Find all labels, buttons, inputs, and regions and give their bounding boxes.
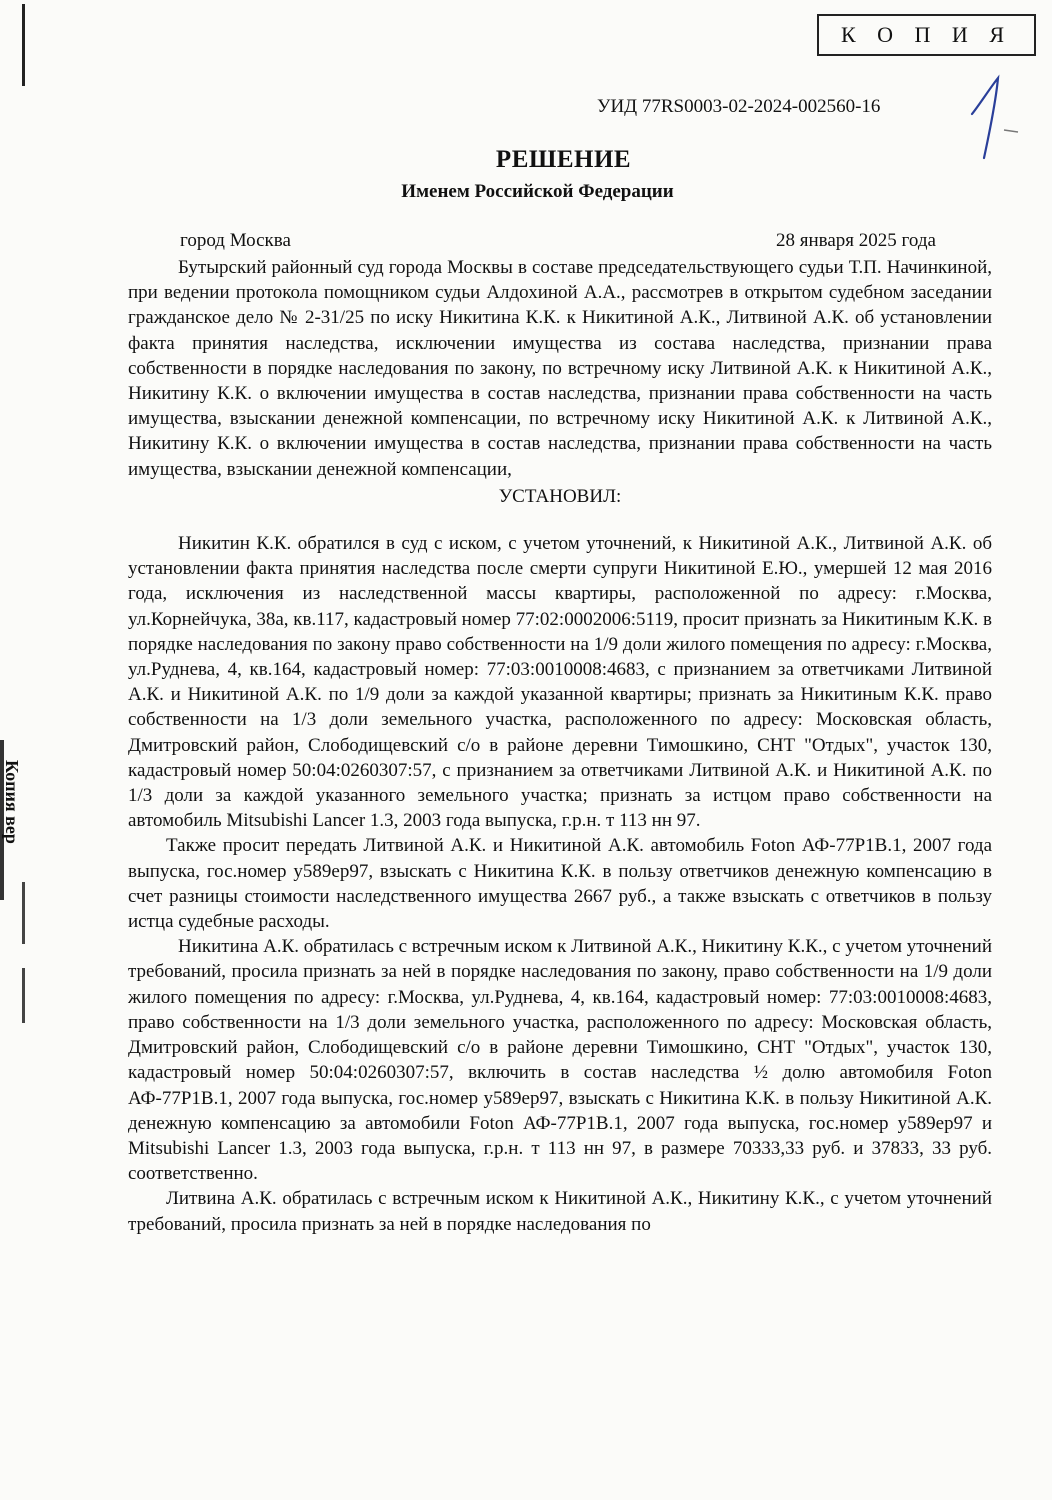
margin-scan-line-low bbox=[22, 968, 25, 1023]
document-uid: УИД 77RS0003-02-2024-002560-16 bbox=[597, 96, 881, 117]
document-body bbox=[128, 255, 992, 1237]
document-place: город Москва bbox=[180, 230, 291, 251]
margin-scan-line-top bbox=[22, 4, 25, 86]
section-heading: УСТАНОВИЛ: bbox=[498, 485, 622, 507]
page-subtitle: Именем Российской Федерации bbox=[401, 181, 674, 202]
paragraph-1: Никитин К.К. обратился в суд с иском, с учетом уточнений, к Никитиной А.К., Литвиной А.К. об установлении факта принятия наследства после смерти супруги Никитиной Е.Ю., умершей 12 мая 2016 года, исключения из наследственной массы квартиры, расположенной по адресу: г.Москва, ул.Корнейчука, 38а, кв.117, кадастровый номер 77:02:0002006:5119, просит признать за Никитиным К.К. в порядке наследования по закону право собственности на 1/9 доли жилого помещения по адресу: г.Москва, ул.Руднева, 4, кв.164, кадастровый номер: 77:03:0010008:4683, с признанием за ответчиками Литвиной А.К. и Никитиной А.К. по 1/9 доли за каждой указанной квартиры; признать за Никитиным К.К. право собственности на 1/3 доли земельного участка, расположенного по адресу: Московская область, Дмитровский район, Слободищевский с/о в районе деревни Тимошкино, СНТ "Отдых", участок 130, кадастровый номер 50:04:0260307:57, с признанием за ответчиками Литвиной А.К. и Никитиной А.К. по 1/3 доли за каждой указанного земельного участка; признать за истцом право собственности на автомобиль Mitsubishi Lancer 1.3, 2003 года выпуска, г.р.н. т 113 нн 97. bbox=[128, 533, 992, 832]
paragraph-4: Литвина А.К. обратилась с встречным иском к Никитиной А.К., Никитину К.К., с учетом уточнений требований, просила признать за ней в порядке наследования по bbox=[128, 1188, 992, 1235]
side-label-copy: Копия вер bbox=[2, 760, 22, 844]
intro-paragraph: Бутырский районный суд города Москвы в составе председательствующего судьи Т.П. Начинкиной, при ведении протокола помощником судьи Алдохиной А.А., рассмотрев в открытом судебном заседании гражданское дело № 2-31/25 по иску Никитина К.К. к Никитиной А.К., Литвиной А.К. об установлении факта принятия наследства, исключении имущества из состава наследства, признании права собственности в порядке наследования по закону, по встречному иску Литвиной А.К. к Никитиной А.К., Никитину К.К. о включении имущества в состав наследства, признании права собственности на часть имущества, взыскании денежной компенсации, по встречному иску Никитиной А.К. к Литвиной А.К., Никитину К.К. о включении имущества в состав наследства, признании права собственности на часть имущества, взыскании денежной компенсации, bbox=[128, 257, 992, 480]
document-date: 28 января 2025 года bbox=[776, 230, 936, 251]
copy-stamp bbox=[817, 14, 1036, 56]
page-title: РЕШЕНИЕ bbox=[495, 146, 632, 173]
copy-stamp-text: К О П И Я bbox=[840, 22, 1012, 47]
paragraph-2: Также просит передать Литвиной А.К. и Никитиной А.К. автомобиль Foton АФ-77Р1В.1, 2007 года выпуска, гос.номер у589ер97, взыскать с Никитина К.К. в пользу ответчиков денежную компенсацию в счет разницы стоимости наследственного имущества 2667 руб., а также взыскать с ответчиков в пользу истца судебные расходы. bbox=[128, 835, 992, 933]
margin-scan-line-mid bbox=[22, 882, 25, 944]
paragraph-3: Никитина А.К. обратилась с встречным иском к Литвиной А.К., Никитину К.К., с учетом уточнений требований, просила признать за ней в порядке наследования по закону, право собственности на 1/9 доли жилого помещения по адресу: г.Москва, ул.Руднева, 4, кв.164, кадастровый номер: 77:03:0010008:4683, право собственности на 1/3 доли земельного участка, расположенного по адресу: Московская область, Дмитровский район, Слободищевский с/о в районе деревни Тимошкино, СНТ "Отдых", участок 130, кадастровый номер 50:04:0260307:57, включить в состав наследства ½ долю автомобиля Foton АФ-77Р1В.1, 2007 года выпуска, гос.номер у589ер97, взыскать с Никитина К.К. в пользу Никитиной А.К. денежную компенсацию за автомобили Foton АФ-77Р1В.1, 2007 года выпуска, гос.номер у589ер97 и Mitsubishi Lancer 1.3, 2003 года выпуска, г.р.н. т 113 нн 97, в размере 70333,33 руб. и 37833, 33 руб. соответственно. bbox=[128, 936, 992, 1185]
